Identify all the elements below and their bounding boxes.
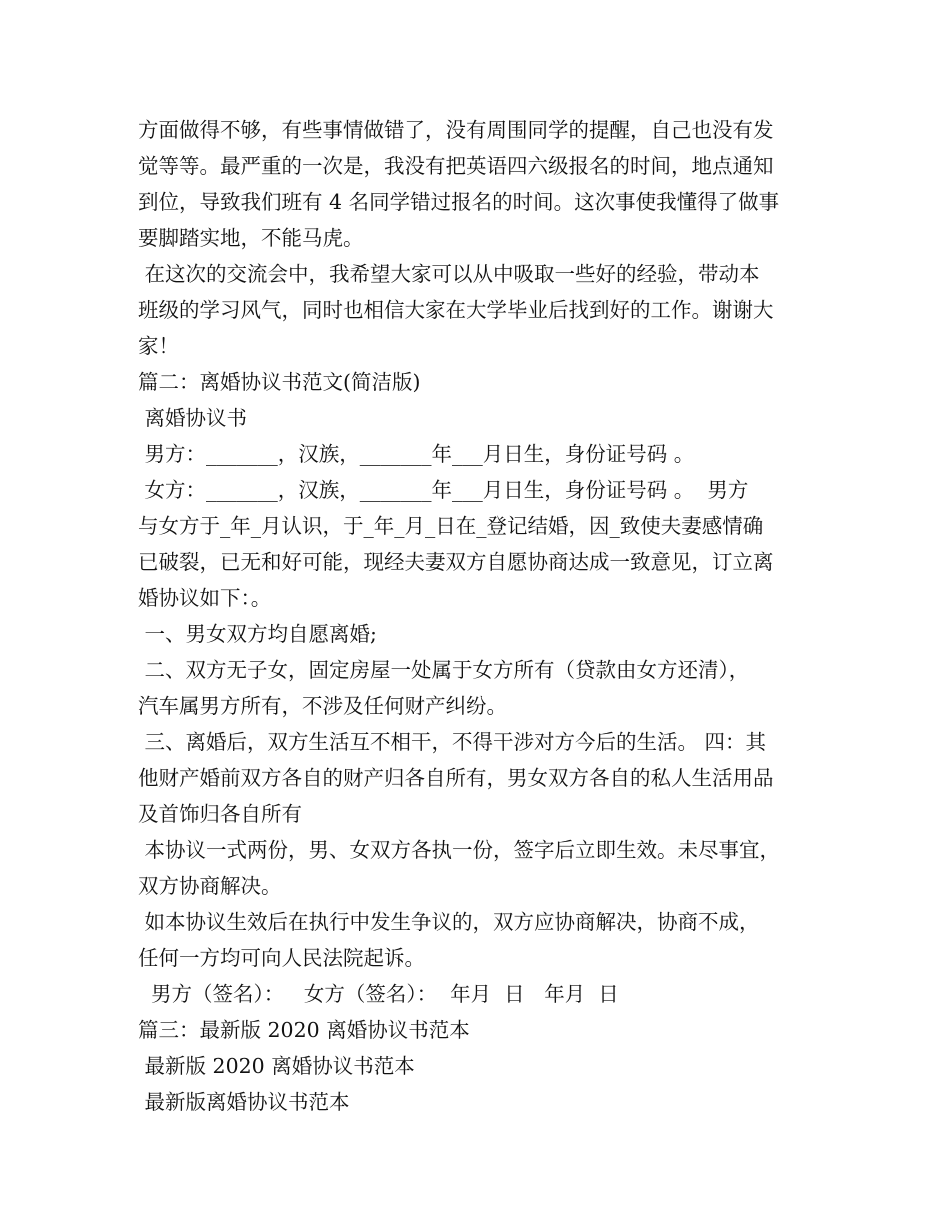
text-line: 三、离婚后，双方生活互不相干，不得干涉对方今后的生活。 四：其 <box>138 730 767 754</box>
text-line: 一、男女双方均自愿离婚; <box>138 622 377 646</box>
text-line: 与女方于_年_月认识，于_年_月_日在_登记结婚，因_致使夫妻感情确 <box>138 514 764 538</box>
text-line: 最新版离婚协议书范本 <box>138 1090 350 1114</box>
text-line: 汽车属男方所有，不涉及任何财产纠纷。 <box>138 694 507 718</box>
text-line: 要脚踏实地，不能马虎。 <box>138 226 364 250</box>
text-line: 他财产婚前双方各自的财产归各自所有，男女双方各自的私人生活用品 <box>138 766 774 790</box>
text-line: 已破裂，已无和好可能，现经夫妻双方自愿协商达成一致意见，订立离 <box>138 550 774 574</box>
text-line: 任何一方均可向人民法院起诉。 <box>138 946 425 970</box>
text-line: 婚协议如下：。 <box>138 586 272 610</box>
text-line: 觉等等。最严重的一次是，我没有把英语四六级报名的时间，地点通知 <box>138 154 774 178</box>
text-line: 方面做得不够，有些事情做错了，没有周围同学的提醒，自己也没有发 <box>138 118 774 142</box>
text-line: 女方：_______，汉族，_______年___月日生，身份证号码 。 男方 <box>138 478 749 502</box>
text-line: 如本协议生效后在执行中发生争议的，双方应协商解决，协商不成， <box>138 910 760 934</box>
text-line: 最新版 2020 离婚协议书范本 <box>138 1054 415 1078</box>
signature-line: 男方（签名）： 女方（签名）： 年月 日 年月 日 <box>138 982 619 1006</box>
text-line: 到位，导致我们班有 4 名同学错过报名的时间。这次事使我懂得了做事 <box>138 190 780 214</box>
text-line: 班级的学习风气，同时也相信大家在大学毕业后找到好的工作。谢谢大 <box>138 298 774 322</box>
text-line: 二、双方无子女，固定房屋一处属于女方所有（贷款由女方还清）， <box>138 658 750 682</box>
document-title: 离婚协议书 <box>138 406 248 430</box>
section-heading: 篇二：离婚协议书范文(简洁版) <box>138 370 421 394</box>
text-line: 在这次的交流会中，我希望大家可以从中吸取一些好的经验，带动本 <box>138 262 760 286</box>
text-line: 男方：_______，汉族，_______年___月日生，身份证号码 。 <box>138 442 695 466</box>
text-line: 及首饰归各自所有 <box>138 802 302 826</box>
text-line: 双方协商解决。 <box>138 874 282 898</box>
text-line: 家！ <box>138 334 179 358</box>
text-line: 本协议一式两份，男、女双方各执一份，签字后立即生效。未尽事宜， <box>138 838 781 862</box>
section-heading: 篇三：最新版 2020 离婚协议书范本 <box>138 1018 470 1042</box>
